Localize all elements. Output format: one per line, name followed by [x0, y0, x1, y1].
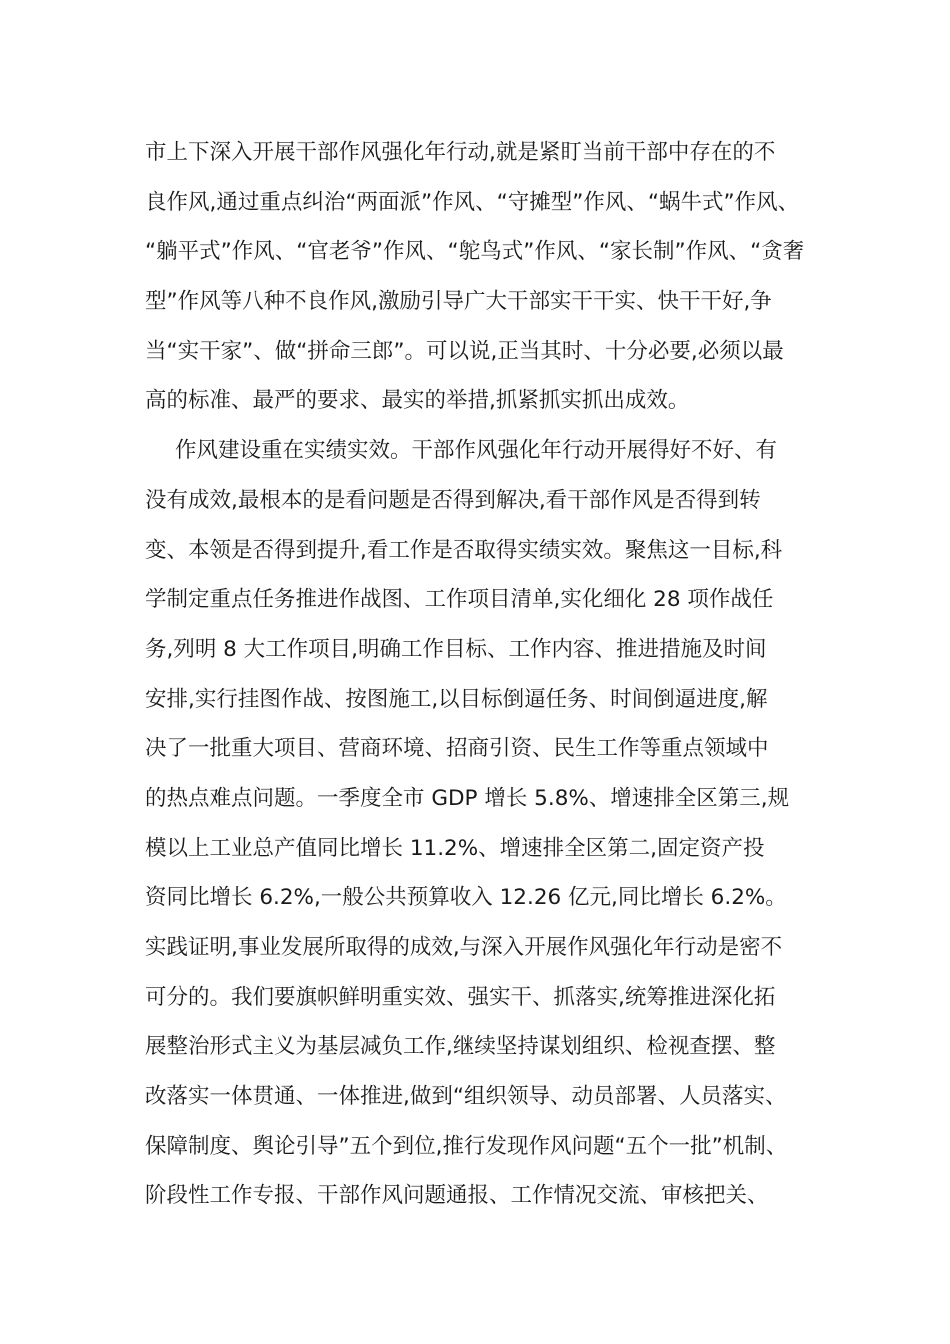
text-line: 作风建设重在实绩实效。干部作风强化年行动开展得好不好、有 [175, 438, 778, 464]
text-line: 模以上工业总产值同比增长 11.2%、增速排全区第二,固定资产投 [145, 835, 765, 861]
text-line: 市上下深入开展干部作风强化年行动,就是紧盯当前干部中存在的不 [145, 140, 776, 165]
text-line: 可分的。我们要旗帜鲜明重实效、强实干、抓落实,统筹推进深化拓 [145, 984, 776, 1010]
text-line: 良作风,通过重点纠治“两面派”作风、“守摊型”作风、“蜗牛式”作风、 [145, 189, 800, 215]
text-line: 学制定重点任务推进作战图、工作项目清单,实化细化 28 项作战任 [145, 587, 774, 613]
text-line: 阶段性工作专报、干部作风问题通报、工作情况交流、审核把关、 [145, 1183, 769, 1209]
paragraph-1 [145, 128, 807, 426]
text-line: 的热点难点问题。一季度全市 GDP 增长 5.8%、增速排全区第三,规 [145, 785, 790, 811]
body-text [145, 128, 807, 1221]
text-line: 实践证明,事业发展所取得的成效,与深入开展作风强化年行动是密不 [145, 935, 783, 960]
text-line: 安排,实行挂图作战、按图施工,以目标倒逼任务、时间倒逼进度,解 [145, 686, 768, 712]
paragraph-2 [145, 426, 807, 1221]
text-line: 变、本领是否得到提升,看工作是否取得实绩实效。聚焦这一目标,科 [145, 537, 783, 563]
text-line: “躺平式”作风、“官老爷”作风、“鸵鸟式”作风、“家长制”作风、“贪奢 [145, 239, 805, 265]
text-line: 型”作风等八种不良作风,激励引导广大干部实干干实、快干干好,争 [145, 289, 772, 315]
text-line: 当“实干家”、做“拼命三郎”。可以说,正当其时、十分必要,必须以最 [145, 338, 784, 364]
text-line: 保障制度、舆论引导”五个到位,推行发现作风问题“五个一批”机制、 [145, 1133, 788, 1159]
text-line: 没有成效,最根本的是看问题是否得到解决,看干部作风是否得到转 [145, 487, 761, 513]
text-line: 决了一批重大项目、营商环境、招商引资、民生工作等重点领域中 [145, 736, 769, 762]
text-line: 资同比增长 6.2%,一般公共预算收入 12.26 亿元,同比增长 6.2%。 [145, 885, 787, 911]
text-line: 务,列明 8 大工作项目,明确工作目标、工作内容、推进措施及时间 [145, 636, 767, 662]
text-line: 展整治形式主义为基层减负工作,继续坚持谋划组织、检视查摆、整 [145, 1034, 776, 1060]
text-line: 改落实一体贯通、一体推进,做到“组织领导、动员部署、人员落实、 [145, 1084, 787, 1110]
text-line: 高的标准、最严的要求、最实的举措,抓紧抓实抓出成效。 [145, 388, 690, 414]
